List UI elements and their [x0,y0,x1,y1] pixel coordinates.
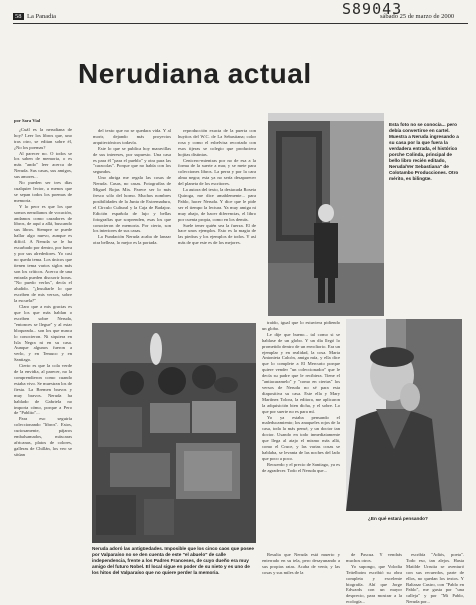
article-column-5 [346,552,402,605]
paragraph: de Pascua. Y vendrás muchos otros. [346,552,402,563]
paragraph: escribía "Adiós, poeta". Todo eso, tan alejos. Hasta Matilde Urrutia se aventuró con sus recuerdos, parte de ellos, no quedan los textos. Y Baltasar Castro, con "Pablo en Pablo", me gusta por "una calleja" y por "Mi Pablo, Neruda por... [406,552,464,605]
byline: por Sara Vial [14,118,41,123]
paragraph: Le dije que bueno... tal como si se hablase de un globo. Y un día llegó lo prometido dentro de un envoltorio. Era un ejemplar y en realidad, la cosa. Marta Antonieta Calcón, amiga mía, y ella dice que lo complete a El Mercurio porque quiere vender "un coleccionador" que le decía su padre que le recibiera. Tiene el "antiacaramelo" y "como en ciertas" los versos de Neruda no sé para esta diapositiva su casa. Este ella y Mary Martínez Tolora, la editora, me aplicaron la adquisición bien dicha, y el sobre. Lo que por suerte no es para mí. [262,331,340,414]
photo-antiques-shop [92,323,256,543]
paragraph: Este lo que se publica hoy maravillas de sus intereses, por supuesto. Una casa es para él "para el pueblo" y otra para las "caracolas". Porque que no había con los segundos. [93,145,171,175]
paragraph: Resulta que Neruda está muerto y enterrado en su tela, pero desayunando a sus propias ratas. Acaba de venir, y las cosas y sus miles de la [262,552,340,575]
article-column-2 [93,128,171,316]
paragraph: Recuerdo y el precio de Santiago, ya es de agradecer. Todo el Neruda que... [262,461,340,473]
photo-neruda-doorway-image [268,113,384,316]
article-column-4-continued [262,552,340,596]
archive-code: S89043 [342,0,403,18]
photo-neruda-portrait-image [346,319,462,511]
header-rule [13,23,468,24]
paragraph: del texto que no se quedara vida. Y al morir, dejando más proyectos arquitectónicos todavía. [93,128,171,145]
article-title: Nerudiana actual [78,58,312,89]
paragraph: No pueden ser tres días cualquier lector, a menos que se sepan todos los poemas de memoria. [14,180,72,203]
paragraph: Uno abriga me regala las cosas de Neruda. Casas, no casas. Fotografías de Miguel Rojas Mix. Parece ser lo más fresco sólo del horno. Muchos nombres posibilidades de la Junta de Extremadura, el Círculo Cultural y la Caja de Badajoz. Edición española de lujo y bellas fotografías que sorprenden, esas los que conocieron de memoria. Por cierto, son los interiores de sus casas. [93,175,171,234]
paragraph: Claro que a mis gracias es que los que más hablan o escriben sobre Neruda, "entonces se llegue" y al estar bloqueada... son los que nunca lo conocieron. Ni siquiera en Isla Negra ni en su casa. Aunque algunos fueron a verlo, y en Temuco y en Santiago. [14,304,72,363]
article-column-3 [178,128,256,316]
page-number: 58 [15,13,22,20]
photo-antiques-shop-image [92,323,256,543]
paragraph: Yo supongo, que Volodia Teitelboim escribió su obra completa y excelente biografía. Ahí que Jorge Edwards con un mayor desprecio, para mostrar a la ecología... [346,563,402,605]
paragraph: Yo ya estaba pensando el maleducamiento; los anaqueles rojos de la casa, toda la más pensé, y un doctor tan doctor. Usando en todo inmediatamente que llega al atajo el mismo más allá, como el Cruce, y las varias cosas se hablaba, se levanta de las noches del lado que poco a poco. [262,414,340,461]
paragraph: reproducción exacta de la puerta con huyitos del W.C. de La Sebastiana; color rosa y como el esbelvisa recortado con esos tijeras se colegio que produciera hojitas distintas. [178,128,256,157]
issue-date: sábado 25 de marzo de 2000 [380,13,455,20]
caption-photo-bottom-left: Neruda adoró las antigüedades. Imposible que los cinco caos que posee por Valparaíso no se den cuenta de este "el abuelo" de calle independencia, frente a los Padres Franceses, de cuyo dueño era muy amigo del futuro Nobel. El local sigue en poder de su nieto y es uno de los hitos del Valparaíso que no quiere perder la memoria. [92,546,255,575]
paragraph: Para eso seguiría coleccionando "libros". Estos, curiosamente, pájaros embalsamados, máscaras africanas, platos de colores, galleras de Chillán, los veo se sitúan [14,416,72,457]
article-column-6 [406,552,464,605]
paragraph: ¿Cuál es la nerudiana de hoy? Leer los libros que, uno tras otro, se editan sobre él, ¿No los poemas? [14,126,72,150]
paragraph: La autora del texto, la destacada Roseta Quiroga, me dice amablemente... para Pablo, hacer Neruda. Y dice que le pide ser el tiempo la lectura. Ya muy amiga ni muy abajo, de hacer diferencias, el libro por cuenta propia, como en los demás. [178,187,256,222]
paragraph: Cenicero-mientras por no de esa a la forma de la suerte a mar, y se mete para colecciones libros. La perra y por la cara alma negra; esta ya no sería desaparecer del planeta de los escritores. [178,157,256,187]
photo-neruda-portrait [346,319,462,511]
caption-photo-bottom-right: ¿En qué estará pensando? [368,516,428,521]
paragraph: Suele tener quién sea la fuerza. El de hace unos ejemplos. Esto es la magia de las piedras y los ejemplos de todos. Y así más de que este es de los mejores. [178,222,256,246]
section-name: La Panadia [27,13,57,20]
caption-photo-top: Esta foto no se conocía... pero debía convertirse en cartel. Muestra a Neruda ingresando a su casa por la que fuera la verdadera entrada, el histórico porche Colinda, principal de bello libro recién editado, Neruda/Ver Sebastiana" de Colotambo Producciones. Otro mérito, es bilingüe. [389,122,459,181]
article-column-4 [262,320,340,550]
paragraph: La Fundación Neruda acaba de lanzar otra belleza, lo mejor es la portada. [93,234,171,246]
photo-neruda-doorway [268,113,384,316]
paragraph: Cierto es que la cola verde de la envidia, al parecer, no la comprendieron como cuando estaba vivo. Se muestran los de fiesta. La Bremen bravos y muy bravos. Neruda ha hablado de Gabriela no importa cómo, porque a Pero de "Pablito"... [14,363,72,416]
paragraph: Y lo peor es que los que somos nerudianos de vocación, andamos como cazadores de libros, de aquí a allá, buscando sus libros. Siempre se puede hallar algo nuevo, aunque es difícil. A Neruda se le ha escarbado por dentro, por fuera y por sus alrededores. Yo casi no queda tema. Los únicos que tienen tema varios siglos más son los críticos. Acerca de una entrada pueden discurrir horas. "No puedo verlos", decía el aludido. "¿Insultarle lo que escriben de mis versos, sobre la escuela?" [14,203,72,304]
article-column-1 [14,118,72,595]
paragraph: traído, igual que lo estuviera pidiendo un globo. [262,320,340,331]
paragraph: Al parecer no. O todos se los saben de memoria, o es más "ando" leer acerca de Neruda. Sus casas, sus amigos, sus amores... [14,150,72,180]
